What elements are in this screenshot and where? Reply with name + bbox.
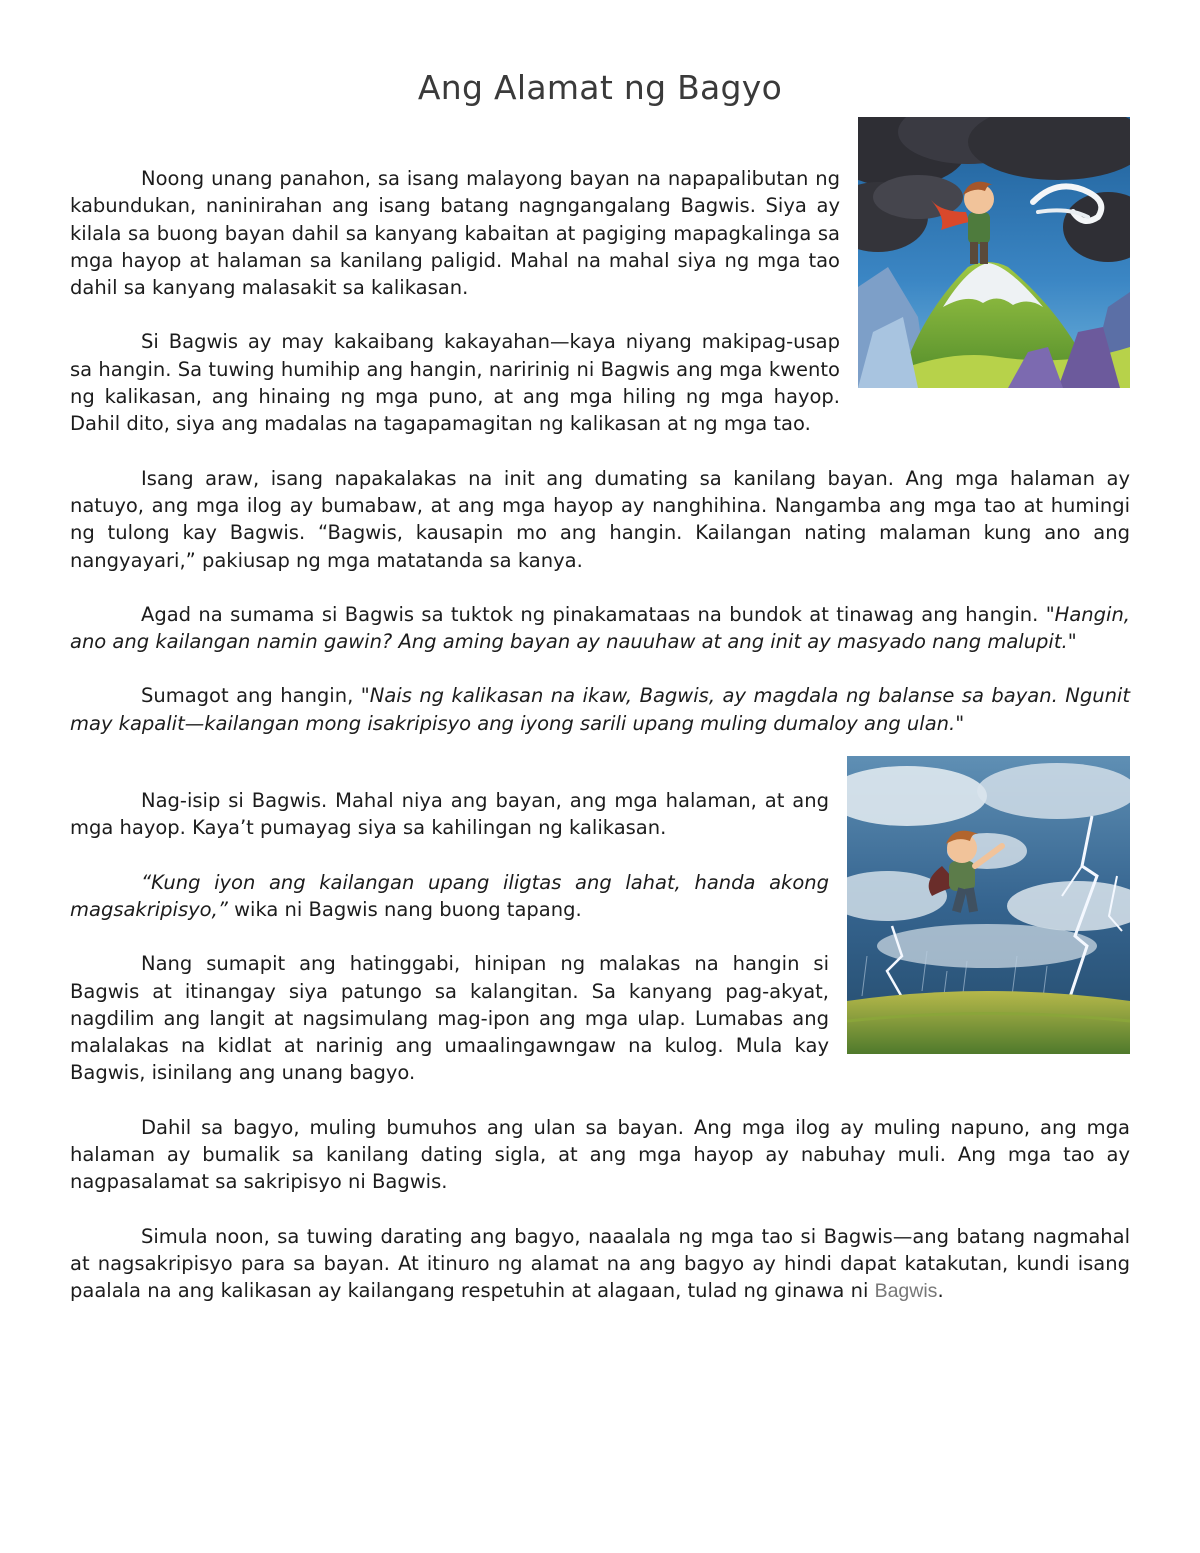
paragraph-6: Nag-isip si Bagwis. Mahal niya ang bayan, ang mga halaman, at ang mga hayop. Kaya’t pumayag siya sa kahilingan ng kalikasan.	[70, 789, 829, 840]
paragraph-2: Si Bagwis ay may kakaibang kakayahan—kaya niyang makipag-usap sa hangin. Sa tuwing humihip ang hangin, naririnig ni Bagwis ang mga kwento ng kalikasan, ang hinaing ng mga puno, at ang mga hiling ng mga hayop. Dahil dito, siya ang madalas na tagapamagitan ng kalikasan at ng mga tao.	[70, 330, 840, 436]
boy-in-storm-illustration	[847, 756, 1130, 1054]
paragraph-3: Isang araw, isang napakalakas na init ang dumating sa kanilang bayan. Ang mga halaman ay natuyo, ang mga ilog ay bumabaw, at ang mga hayop ay nanghihina. Nangamba ang mga tao at humingi ng tulong kay Bagwis. “Bagwis, kausapin mo ang hangin. Kailangan nating malaman kung ano ang nangyayari,” pakiusap ng mga matatanda sa kanya.	[70, 466, 1130, 572]
paragraph-9: Dahil sa bagyo, muling bumuhos ang ulan sa bayan. Ang mga ilog ay muling napuno, ang mga halaman ay bumalik sa kanilang dating sigla, at ang mga hayop ay nabuhay muli. Ang mga tao ay nagpasalamat sa sakripisyo ni Bagwis.	[70, 1115, 1130, 1194]
paragraph-10-main: Simula noon, sa tuwing darating ang bagyo, naaalala ng mga tao si Bagwis—ang batang nagmahal at nagsakripisyo para sa bayan. At itinuro ng alamat na ang bagyo ay hindi dapat katakutan, kundi isang paalala na ang kalikasan ay kailangang respetuhin at alagaan, tulad ng ginawa ni	[70, 1224, 1130, 1303]
paragraph-4-intro: Agad na sumama si Bagwis sa tuktok ng pinakamataas na bundok at tinawag ang hangin.	[141, 602, 1046, 626]
paragraph-8: Nang sumapit ang hatinggabi, hinipan ng malakas na hangin si Bagwis at itinangay siya patungo sa kalangitan. Sa kanyang pag-akyat, nagdilim ang langit at nagsimulang mag-ipon ang mga ulap. Lumabas ang malalakas na kidlat at narinig ang umaalingawngaw na kulog. Mula kay Bagwis, isinilang ang unang bagyo.	[70, 952, 829, 1085]
boy-on-mountain-illustration	[858, 117, 1130, 388]
paragraph-1: Noong unang panahon, sa isang malayong bayan na napapalibutan ng kabundukan, naninirahan ang isang batang nagngangalang Bagwis. Siya ay kilala sa buong bayan dahil sa kanyang kabaitan at pagiging mapagkalinga sa mga hayop at halaman sa kanilang paligid. Mahal na mahal siya ng mga tao dahil sa kanyang malasakit sa kalikasan.	[70, 167, 840, 300]
story-body	[70, 165, 1130, 1333]
paragraph-5-quote: "Nais ng kalikasan na ikaw, Bagwis, ay magdala ng balanse sa bayan. Ngunit may kapalit—kailangan mong isakripisyo ang iyong sarili upang muling dumaloy ang ulan."	[70, 684, 1130, 735]
paragraph-5-intro: Sumagot ang hangin,	[141, 684, 361, 708]
paragraph-4	[70, 601, 1130, 656]
paragraph-10-name: Bagwis	[874, 1280, 938, 1303]
paragraph-4-quote: "Hangin, ano ang kailangan namin gawin? Ang aming bayan ay nauuhaw at ang init ay masyado nang malupit."	[70, 602, 1130, 654]
paragraph-10-end: .	[937, 1279, 944, 1303]
page-title: Ang Alamat ng Bagyo	[417, 68, 783, 107]
paragraph-7-rest: wika ni Bagwis nang buong tapang.	[227, 897, 582, 921]
paragraph-10	[70, 1223, 1130, 1306]
paragraph-7-quote: “Kung iyon ang kailangan upang iligtas ang lahat, handa akong magsakripisyo,”	[70, 870, 829, 921]
paragraph-5	[70, 682, 1130, 737]
